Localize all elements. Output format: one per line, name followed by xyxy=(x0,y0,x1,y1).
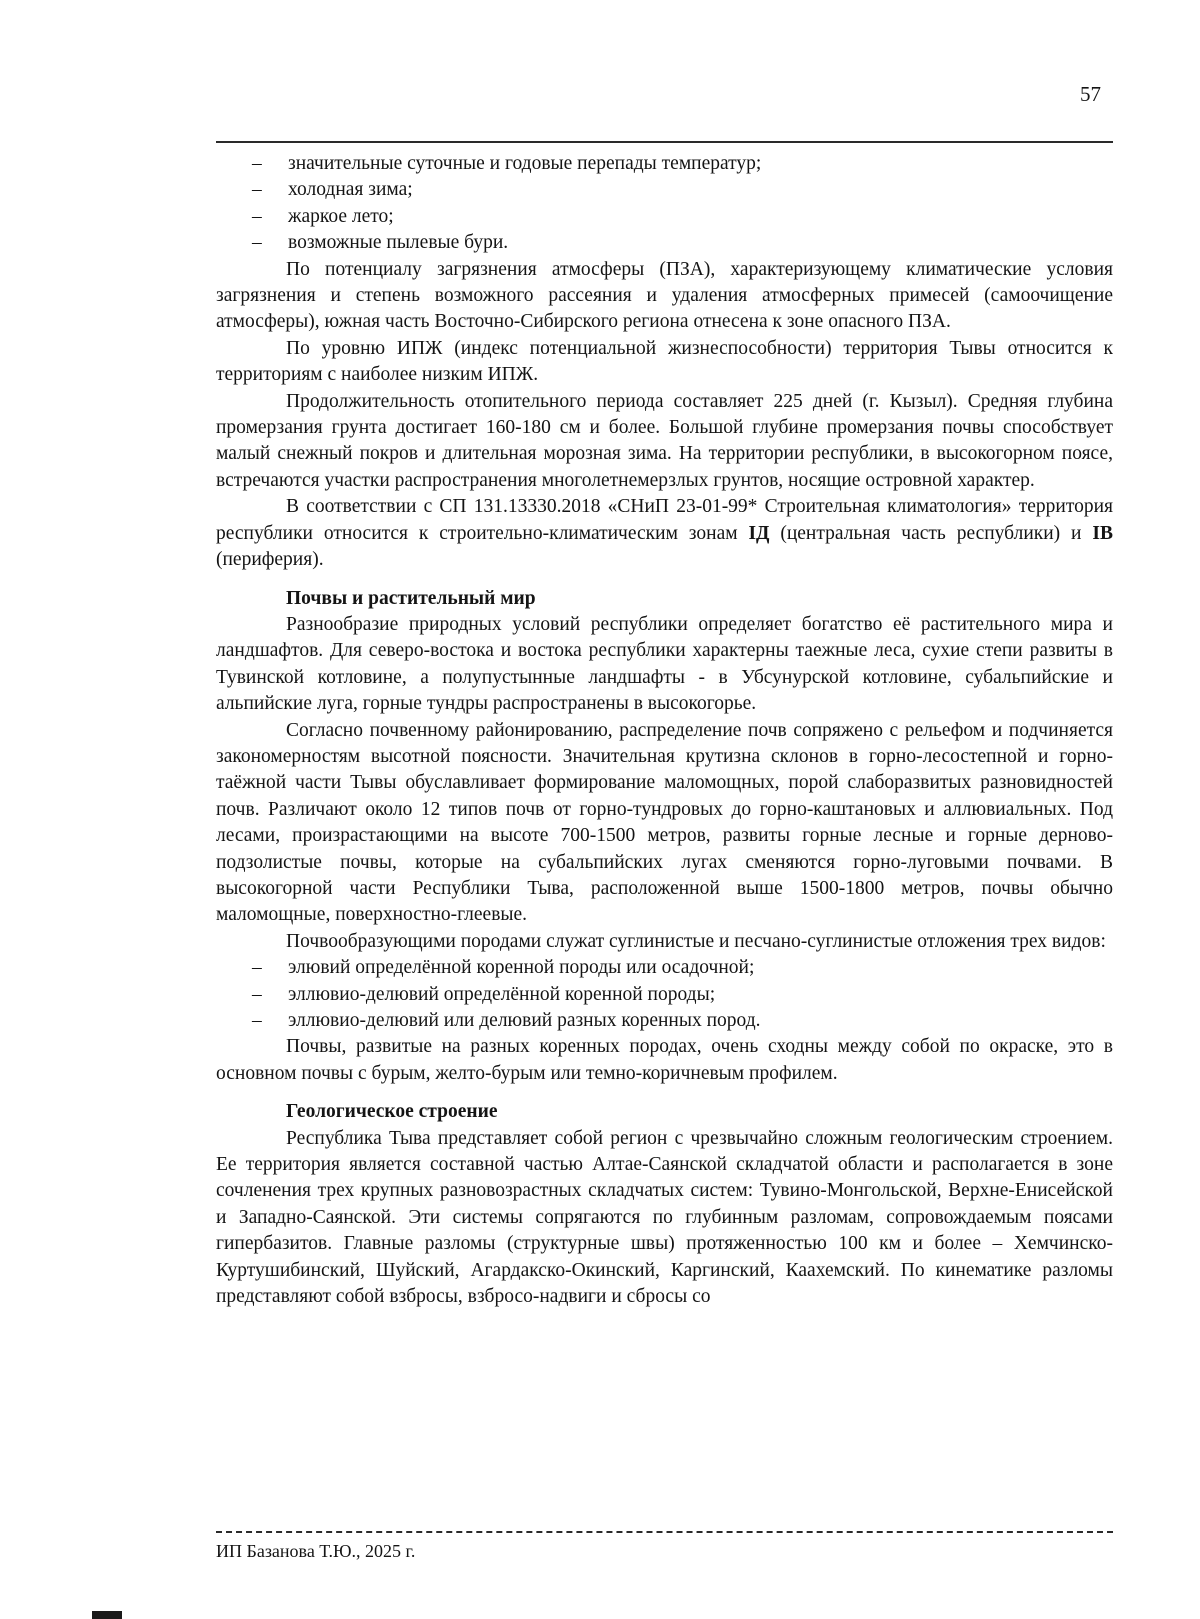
bullet-dash: – xyxy=(252,179,262,201)
paragraph-ipzh: По уровню ИПЖ (индекс потенциальной жизнеспособности) территория Тывы относится к территориям с наиболее низким ИПЖ. xyxy=(216,337,1113,386)
bullet-dash: – xyxy=(252,232,262,254)
paragraph-soil-zoning: Согласно почвенному районированию, распределение почв сопряжено с рельефом и подчиняется закономерностям высотной поясности. Значительная крутизна склонов в горно-лесостепной и горно-таёжной части Тывы обуславливает формирование маломощных, порой слаборазвитых разновидностей почв. Различают около 12 типов почв от горно-тундровых до горно-каштановых и аллювиальных. Под лесами, произрастающими на высоте 700-1500 метров, развиты горные лесные и горные дерново-подзолистые почвы, которые на субальпийских лугах сменяются горно-луговыми почвами. В высокогорной части Республики Тыва, расположенной выше 1500-1800 метров, почвы обычно маломощные, поверхностно-глеевые. xyxy=(216,719,1113,926)
bullet-dash: – xyxy=(252,205,262,227)
section-heading-geology: Геологическое строение xyxy=(286,1101,498,1123)
list-item-text: жаркое лето; xyxy=(288,205,394,227)
list-item-text: элювий определённой коренной породы или осадочной; xyxy=(288,957,755,979)
list-item xyxy=(216,230,1113,256)
zone-label: IВ xyxy=(1092,522,1113,544)
bullet-dash: – xyxy=(252,1010,262,1031)
footer-text: ИП Базанова Т.Ю., 2025 г. xyxy=(216,1541,416,1561)
section-heading-soils: Почвы и растительный мир xyxy=(286,587,536,609)
list-item-text: эллювио-делювий определённой коренной породы; xyxy=(288,983,716,1005)
paragraph-soil-color: Почвы, развитые на разных коренных породах, очень сходны между собой по окраске, это в основном почвы с бурым, желто-бурым или темно-коричневым профилем. xyxy=(216,1036,1113,1084)
bullet-dash: – xyxy=(252,153,262,174)
list-item-text: эллювио-делювий или делювий разных коренных пород. xyxy=(288,1010,761,1031)
text-run: (периферия). xyxy=(216,549,324,571)
paragraph-climate-zones xyxy=(216,494,1113,573)
list-item xyxy=(216,177,1113,203)
bullet-dash: – xyxy=(252,983,262,1005)
list-item xyxy=(216,204,1113,230)
page-number: 57 xyxy=(1080,82,1101,106)
bullet-list-climate xyxy=(216,151,1113,257)
paragraph-vegetation: Разнообразие природных условий республики определяет богатство её растительного мира и ландшафтов. Для северо-востока и востока республики характерны таежные леса, сухие степи развиты в Тувинской котловине, а полупустынные ландшафты - в Убсунурской котловине, субальпийские и альпийские луга, горные тундры распространены в высокогорье. xyxy=(216,613,1113,715)
list-item xyxy=(216,955,1113,981)
page-content xyxy=(216,151,1113,1310)
scan-corner-mark xyxy=(92,1611,122,1619)
paragraph-heating-period: Продолжительность отопительного периода составляет 225 дней (г. Кызыл). Средняя глубина промерзания грунта достигает 160-180 см и более. Большой глубине промерзания почвы способствует малый снежный покров и длительная морозная зима. На территории республики, в высокогорном поясе, встречаются участки распространения многолетнемерзлых грунтов, носящие островной характер. xyxy=(216,390,1113,491)
list-item-text: холодная зима; xyxy=(288,179,413,201)
zone-label: IД xyxy=(748,522,770,544)
bullet-dash: – xyxy=(252,957,262,979)
text-run: (центральная часть республики) и xyxy=(769,522,1093,544)
list-item-text: возможные пылевые бури. xyxy=(288,232,509,254)
list-item-text: значительные суточные и годовые перепады температур; xyxy=(288,153,762,174)
text-run: В соответствии с СП 131.13330.2018 «СНиП 23-01-99* Строительная климатология» территория республики относится к строительно-климатическим зонам xyxy=(216,496,1113,544)
paragraph-pza: По потенциалу загрязнения атмосферы (ПЗА), характеризующему климатические условия загрязнения и степень возможного рассеяния и удаления атмосферных примесей (самоочищение атмосферы), южная часть Восточно-Сибирского региона отнесена к зоне опасного ПЗА. xyxy=(216,258,1113,333)
bullet-list-deposits xyxy=(216,955,1113,1034)
list-item xyxy=(216,982,1113,1008)
list-item xyxy=(216,151,1113,177)
paragraph-soil-forming-rocks: Почвообразующими породами служат суглинистые и песчано-суглинистые отложения трех видов: xyxy=(286,930,1106,952)
paragraph-geology: Республика Тыва представляет собой регион с чрезвычайно сложным геологическим строением. Ее территория является составной частью Алтае-Саянской складчатой области и располагается в зоне сочленения трех крупных разновозрастных складчатых систем: Тувино-Монгольской, Верхне-Енисейской и Западно-Саянской. Эти системы сопрягаются по глубинным разломам, сопровождаемым поясами гипербазитов. Главные разломы (структурные швы) протяженностью 100 км и более – Хемчинско-Куртушибинский, Шуйский, Агардакско-Окинский, Каргинский, Каахемский. По кинематике разломы представляют собой взбросы, взбросо-надвиги и сбросы со xyxy=(216,1127,1113,1308)
header-rule xyxy=(216,141,1113,143)
list-item xyxy=(216,1008,1113,1034)
footer-rule xyxy=(216,1531,1113,1533)
